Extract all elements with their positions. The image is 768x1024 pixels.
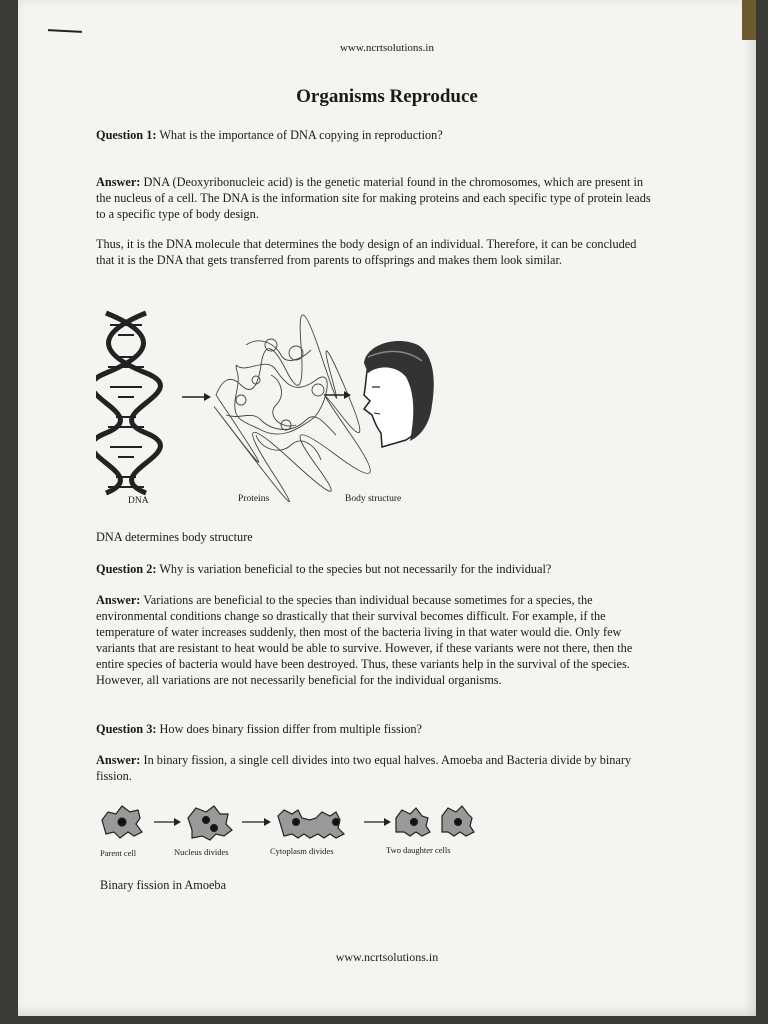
question-2 (96, 562, 551, 577)
figure-1-caption: DNA determines body structure (96, 530, 253, 544)
question-3-label: Question 3: (96, 722, 157, 736)
figure-2-caption: Binary fission in Amoeba (100, 878, 227, 892)
fission-label-nucleus-divides: Nucleus divides (174, 847, 229, 857)
arrow-icon (182, 393, 211, 401)
answer-3 (96, 752, 656, 784)
fission-label-cytoplasm-divides: Cytoplasm divides (270, 846, 334, 856)
amoeba-cell-illustration (102, 806, 142, 838)
question-1 (96, 128, 443, 143)
answer-1-label: Answer: (96, 175, 141, 189)
document-page (18, 0, 756, 1016)
page-corner (742, 0, 756, 40)
answer-3-text: In binary fission, a single cell divides into two equal halves. Amoeba and Bacteria divide by binary fission. (96, 753, 632, 783)
figure-label-proteins: Proteins (238, 494, 270, 504)
page-title: Organisms Reproduce (296, 86, 478, 107)
amoeba-cell-illustration (278, 810, 344, 838)
binary-fission-figure (96, 800, 496, 844)
question-1-label: Question 1: (96, 128, 157, 142)
fission-label-parent-cell: Parent cell (100, 848, 137, 858)
amoeba-cell-illustration (396, 806, 474, 836)
header-url: www.ncrtsolutions.in (339, 42, 434, 54)
answer-1 (96, 174, 656, 222)
question-1-text: What is the importance of DNA copying in reproduction? (156, 128, 443, 142)
arrow-icon (364, 818, 391, 826)
question-2-label: Question 2: (96, 562, 157, 576)
answer-2-text: Variations are beneficial to the species than individual because sometimes for a species, the environmental conditions change so drastically that their survival becomes difficult. For example, if the temperature of water increases suddenly, then most of the bacteria living in that water would die. Only few variants that are resistant to heat would be able to survive. However, if these variants were not there, then the entire species of bacteria would have been destroyed. Thus, these variants help in the survival of the species. However, all variations are not necessarily beneficial for the individual organisms. (96, 593, 633, 687)
figure-label-dna: DNA (128, 496, 149, 506)
footer-url: www.ncrtsolutions.in (335, 950, 439, 964)
pen-mark (48, 29, 82, 33)
question-2-text: Why is variation beneficial to the species but not necessarily for the individual? (156, 562, 552, 576)
protein-structure-illustration (214, 315, 370, 502)
arrow-icon (154, 818, 181, 826)
amoeba-cell-illustration (188, 806, 232, 840)
dna-helix-illustration (96, 313, 160, 493)
question-3-text: How does binary fission differ from multiple fission? (156, 722, 422, 736)
fission-label-two-daughter-cells: Two daughter cells (386, 845, 451, 855)
answer-2-label: Answer: (96, 593, 141, 607)
answer-1-paragraph-2: Thus, it is the DNA molecule that determines the body design of an individual. Therefore, it can be concluded that it is the DNA that gets transferred from parents to offsprings and makes them look similar. (96, 237, 637, 267)
dna-protein-body-figure (96, 305, 436, 520)
answer-1-text: DNA (Deoxyribonucleic acid) is the genetic material found in the chromosomes, which are present in the nucleus of a cell. The DNA is the information site for making proteins and each specific type of protein leads to a specific type of body design. (96, 175, 651, 221)
human-head-illustration (364, 341, 434, 447)
question-3 (96, 722, 422, 737)
answer-2 (96, 592, 656, 688)
figure-label-body-structure: Body structure (345, 494, 402, 504)
arrow-icon (242, 818, 271, 826)
answer-3-label: Answer: (96, 753, 141, 767)
